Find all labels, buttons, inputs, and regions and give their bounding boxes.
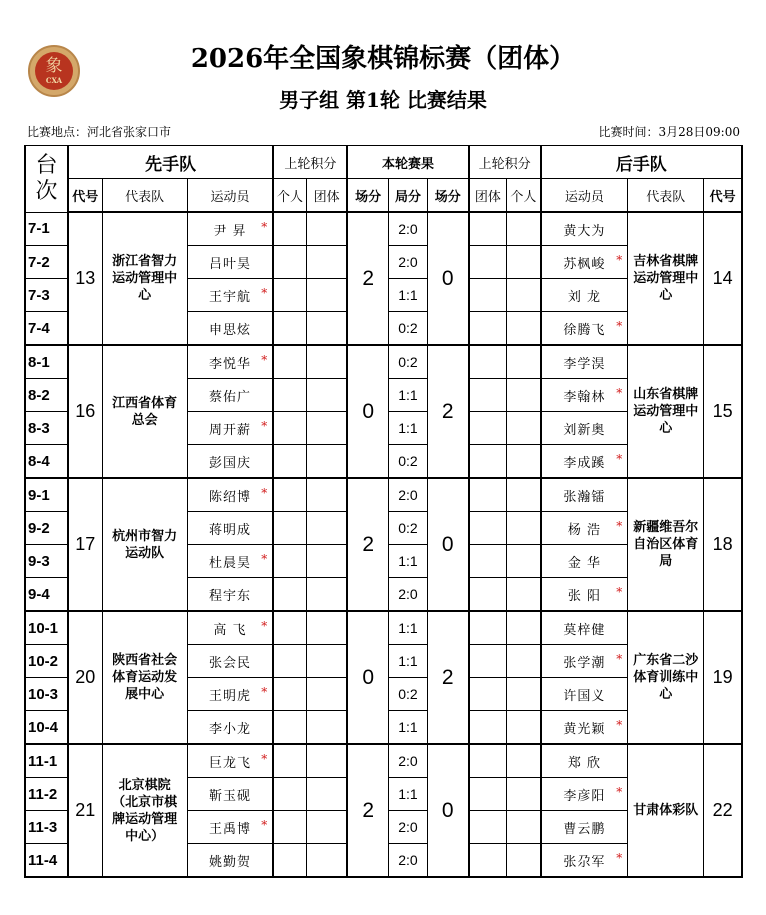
home-player-name: 陈绍博 bbox=[208, 489, 251, 505]
away-player bbox=[541, 711, 628, 745]
board-row bbox=[25, 611, 742, 645]
board-row bbox=[25, 478, 742, 512]
game-score: 1:1 bbox=[388, 711, 427, 745]
star-marker: * bbox=[261, 220, 269, 234]
home-player bbox=[187, 744, 273, 778]
board-number: 8-1 bbox=[25, 345, 68, 379]
away-player-name: 金 华 bbox=[567, 555, 601, 571]
home-player-name: 王宇航 bbox=[208, 289, 251, 305]
away-team-code: 15 bbox=[704, 345, 742, 478]
home-individual-points bbox=[273, 611, 306, 645]
board-number: 11-4 bbox=[25, 844, 68, 878]
home-player bbox=[187, 478, 273, 512]
board-number: 9-4 bbox=[25, 578, 68, 612]
home-player bbox=[187, 811, 273, 844]
star-marker: * bbox=[261, 419, 269, 433]
home-individual-points bbox=[273, 345, 306, 379]
home-group-points bbox=[306, 844, 347, 878]
away-player-name: 刘 龙 bbox=[567, 289, 601, 305]
home-individual-points bbox=[273, 778, 306, 811]
home-team-name: 浙江省智力运动管理中心 bbox=[102, 212, 187, 345]
home-player bbox=[187, 212, 273, 246]
home-group-points bbox=[306, 645, 347, 678]
home-match-score: 0 bbox=[347, 345, 388, 478]
away-group-points bbox=[469, 279, 507, 312]
away-player-name: 张尕军 bbox=[563, 854, 606, 870]
board-number: 8-2 bbox=[25, 379, 68, 412]
home-group-points bbox=[306, 445, 347, 479]
away-team-name: 吉林省棋牌运动管理中心 bbox=[628, 212, 704, 345]
logo-text: CXA bbox=[45, 76, 63, 85]
home-group-points bbox=[306, 711, 347, 745]
star-marker: * bbox=[261, 619, 269, 633]
time-text: 比赛时间：3月28日09:00 bbox=[598, 125, 740, 139]
home-group-points bbox=[306, 578, 347, 612]
away-individual-points bbox=[507, 246, 541, 279]
star-marker: * bbox=[616, 585, 624, 599]
away-group-points bbox=[469, 744, 507, 778]
star-marker: * bbox=[616, 386, 624, 400]
star-marker: * bbox=[261, 752, 269, 766]
away-player bbox=[541, 778, 628, 811]
away-group-points bbox=[469, 412, 507, 445]
star-marker: * bbox=[616, 718, 624, 732]
away-player-name: 郑 欣 bbox=[567, 755, 601, 771]
away-player bbox=[541, 545, 628, 578]
home-match-score: 0 bbox=[347, 611, 388, 744]
away-match-score: 0 bbox=[427, 212, 468, 345]
home-team-code: 20 bbox=[68, 611, 102, 744]
board-number: 7-3 bbox=[25, 279, 68, 312]
away-group-points bbox=[469, 578, 507, 612]
away-player-name: 李彦阳 bbox=[563, 788, 606, 804]
star-marker: * bbox=[616, 452, 624, 466]
board-number: 7-2 bbox=[25, 246, 68, 279]
away-individual-points bbox=[507, 645, 541, 678]
away-group-points bbox=[469, 811, 507, 844]
home-match-score: 2 bbox=[347, 212, 388, 345]
this-round-header: 本轮赛果 bbox=[347, 146, 468, 179]
away-match-score: 0 bbox=[427, 744, 468, 877]
away-team-name: 甘肃体彩队 bbox=[628, 744, 704, 877]
away-player bbox=[541, 279, 628, 312]
game-score: 2:0 bbox=[388, 744, 427, 778]
board-header-top: 台 bbox=[35, 152, 58, 178]
home-group-points bbox=[306, 478, 347, 512]
away-individual-points bbox=[507, 811, 541, 844]
away-team-name: 山东省棋牌运动管理中心 bbox=[628, 345, 704, 478]
home-group-points bbox=[306, 379, 347, 412]
away-team-code: 14 bbox=[704, 212, 742, 345]
away-player-name: 莫梓健 bbox=[563, 622, 606, 638]
home-player bbox=[187, 778, 273, 811]
away-player-name: 张学潮 bbox=[563, 655, 606, 671]
away-player-name: 刘新奥 bbox=[563, 422, 606, 438]
header-row-2 bbox=[25, 179, 742, 213]
away-team-code: 22 bbox=[704, 744, 742, 877]
away-individual-points bbox=[507, 545, 541, 578]
away-player-name: 张 阳 bbox=[567, 588, 601, 604]
away-individual-points bbox=[507, 744, 541, 778]
board-number: 8-4 bbox=[25, 445, 68, 479]
board-number: 8-3 bbox=[25, 412, 68, 445]
board-number: 10-3 bbox=[25, 678, 68, 711]
home-individual-points bbox=[273, 844, 306, 878]
home-group-points bbox=[306, 212, 347, 246]
home-player-name: 姚勤贺 bbox=[208, 854, 251, 870]
star-marker: * bbox=[616, 851, 624, 865]
star-marker: * bbox=[261, 818, 269, 832]
home-group-points bbox=[306, 611, 347, 645]
home-individual-points bbox=[273, 545, 306, 578]
away-player-header: 运动员 bbox=[541, 179, 628, 213]
star-marker: * bbox=[616, 319, 624, 333]
game-score: 0:2 bbox=[388, 512, 427, 545]
home-individual-points bbox=[273, 811, 306, 844]
home-player bbox=[187, 678, 273, 711]
away-player bbox=[541, 445, 628, 479]
away-group-points bbox=[469, 379, 507, 412]
star-marker: * bbox=[261, 552, 269, 566]
away-group-points bbox=[469, 611, 507, 645]
away-player-name: 许国义 bbox=[563, 688, 606, 704]
home-player bbox=[187, 279, 273, 312]
away-group-points bbox=[469, 478, 507, 512]
away-individual-points bbox=[507, 844, 541, 878]
away-individual-points bbox=[507, 678, 541, 711]
home-player bbox=[187, 611, 273, 645]
away-group-points bbox=[469, 844, 507, 878]
away-player bbox=[541, 678, 628, 711]
away-player-name: 苏枫峻 bbox=[563, 256, 606, 272]
away-team-name: 新疆维吾尔自治区体育局 bbox=[628, 478, 704, 611]
home-player-name: 靳玉砚 bbox=[208, 788, 251, 804]
away-individual-points bbox=[507, 611, 541, 645]
away-player-name: 李翰林 bbox=[563, 389, 606, 405]
home-player-name: 尹 昇 bbox=[213, 223, 247, 239]
game-score-header: 局分 bbox=[388, 179, 427, 213]
board-number: 9-3 bbox=[25, 545, 68, 578]
home-player bbox=[187, 578, 273, 612]
star-marker: * bbox=[616, 785, 624, 799]
home-player bbox=[187, 645, 273, 678]
home-player-name: 王禹博 bbox=[208, 821, 251, 837]
home-player-name: 蒋明成 bbox=[208, 522, 251, 538]
first-team-header: 先手队 bbox=[68, 146, 273, 179]
home-team-name: 陕西省社会体育运动发展中心 bbox=[102, 611, 187, 744]
away-player bbox=[541, 379, 628, 412]
away-group-points bbox=[469, 312, 507, 346]
home-player bbox=[187, 345, 273, 379]
home-group-points bbox=[306, 279, 347, 312]
home-player-name: 程宇东 bbox=[208, 588, 251, 604]
away-individual-points bbox=[507, 312, 541, 346]
home-individual-points bbox=[273, 512, 306, 545]
game-score: 2:0 bbox=[388, 811, 427, 844]
home-player bbox=[187, 379, 273, 412]
home-group-header: 团体 bbox=[306, 179, 347, 213]
board-number: 9-1 bbox=[25, 478, 68, 512]
away-group-points bbox=[469, 711, 507, 745]
away-player bbox=[541, 412, 628, 445]
home-player bbox=[187, 545, 273, 578]
home-group-points bbox=[306, 778, 347, 811]
star-marker: * bbox=[261, 685, 269, 699]
home-group-points bbox=[306, 811, 347, 844]
home-group-points bbox=[306, 545, 347, 578]
home-match-score: 2 bbox=[347, 478, 388, 611]
home-individual-points bbox=[273, 212, 306, 246]
board-number: 9-2 bbox=[25, 512, 68, 545]
home-individual-points bbox=[273, 312, 306, 346]
away-player bbox=[541, 578, 628, 612]
away-player-name: 黄光颖 bbox=[563, 721, 606, 737]
home-team-code: 21 bbox=[68, 744, 102, 877]
away-player-name: 杨 浩 bbox=[567, 522, 601, 538]
home-match-score-header: 场分 bbox=[347, 179, 388, 213]
home-team-header: 代表队 bbox=[102, 179, 187, 213]
home-player bbox=[187, 711, 273, 745]
home-code-header: 代号 bbox=[68, 179, 102, 213]
away-player-name: 李学淏 bbox=[563, 356, 606, 372]
away-match-score: 2 bbox=[427, 611, 468, 744]
away-team-code: 18 bbox=[704, 478, 742, 611]
home-individual-points bbox=[273, 744, 306, 778]
home-prev-points-header: 上轮积分 bbox=[273, 146, 347, 179]
away-individual-points bbox=[507, 279, 541, 312]
second-team-header: 后手队 bbox=[541, 146, 742, 179]
away-player bbox=[541, 246, 628, 279]
away-group-points bbox=[469, 246, 507, 279]
away-individual-points bbox=[507, 379, 541, 412]
away-player bbox=[541, 844, 628, 878]
home-group-points bbox=[306, 512, 347, 545]
away-player bbox=[541, 212, 628, 246]
board-number: 7-4 bbox=[25, 312, 68, 346]
page-subtitle: 男子组 第1轮 比赛结果 bbox=[279, 88, 487, 112]
away-team-code: 19 bbox=[704, 611, 742, 744]
home-player bbox=[187, 246, 273, 279]
home-player-name: 彭国庆 bbox=[208, 455, 251, 471]
away-match-score: 0 bbox=[427, 478, 468, 611]
board-header-bottom: 次 bbox=[35, 178, 58, 204]
home-individual-header: 个人 bbox=[273, 179, 306, 213]
away-player-name: 徐腾飞 bbox=[563, 322, 606, 338]
home-player-header: 运动员 bbox=[187, 179, 273, 213]
home-team-code: 17 bbox=[68, 478, 102, 611]
home-team-code: 13 bbox=[68, 212, 102, 345]
game-score: 0:2 bbox=[388, 345, 427, 379]
home-player-name: 吕叶昊 bbox=[208, 256, 251, 272]
away-player bbox=[541, 345, 628, 379]
away-group-points bbox=[469, 345, 507, 379]
home-individual-points bbox=[273, 478, 306, 512]
away-individual-header: 个人 bbox=[507, 179, 541, 213]
game-score: 2:0 bbox=[388, 844, 427, 878]
home-group-points bbox=[306, 678, 347, 711]
game-score: 1:1 bbox=[388, 279, 427, 312]
home-individual-points bbox=[273, 412, 306, 445]
home-player-name: 王明虎 bbox=[208, 688, 251, 704]
home-individual-points bbox=[273, 678, 306, 711]
board-number: 11-2 bbox=[25, 778, 68, 811]
away-match-score: 2 bbox=[427, 345, 468, 478]
game-score: 1:1 bbox=[388, 545, 427, 578]
home-group-points bbox=[306, 312, 347, 346]
star-marker: * bbox=[616, 652, 624, 666]
board-row bbox=[25, 345, 742, 379]
star-marker: * bbox=[616, 519, 624, 533]
game-score: 1:1 bbox=[388, 412, 427, 445]
away-individual-points bbox=[507, 478, 541, 512]
away-prev-points-header: 上轮积分 bbox=[469, 146, 541, 179]
board-number: 11-1 bbox=[25, 744, 68, 778]
away-group-points bbox=[469, 212, 507, 246]
game-score: 0:2 bbox=[388, 312, 427, 346]
home-player bbox=[187, 412, 273, 445]
away-group-points bbox=[469, 445, 507, 479]
away-player bbox=[541, 645, 628, 678]
home-player-name: 申思炫 bbox=[208, 322, 251, 338]
board-number: 7-1 bbox=[25, 212, 68, 246]
away-player bbox=[541, 744, 628, 778]
home-individual-points bbox=[273, 711, 306, 745]
home-player-name: 蔡佑广 bbox=[208, 389, 251, 405]
away-player bbox=[541, 312, 628, 346]
home-player bbox=[187, 445, 273, 479]
away-individual-points bbox=[507, 212, 541, 246]
game-score: 0:2 bbox=[388, 445, 427, 479]
header-row-1 bbox=[25, 146, 742, 179]
away-group-points bbox=[469, 778, 507, 811]
home-player-name: 周开薪 bbox=[208, 422, 251, 438]
home-individual-points bbox=[273, 279, 306, 312]
home-team-name: 江西省体育总会 bbox=[102, 345, 187, 478]
away-group-points bbox=[469, 645, 507, 678]
star-marker: * bbox=[616, 253, 624, 267]
venue-text: 比赛地点：河北省张家口市 bbox=[27, 125, 172, 139]
home-group-points bbox=[306, 744, 347, 778]
home-player-name: 巨龙飞 bbox=[208, 755, 251, 771]
away-team-header: 代表队 bbox=[628, 179, 704, 213]
board-number: 10-1 bbox=[25, 611, 68, 645]
home-player-name: 李小龙 bbox=[208, 721, 251, 737]
game-score: 0:2 bbox=[388, 678, 427, 711]
home-individual-points bbox=[273, 578, 306, 612]
home-individual-points bbox=[273, 246, 306, 279]
away-individual-points bbox=[507, 512, 541, 545]
board-header bbox=[25, 146, 68, 213]
away-player bbox=[541, 478, 628, 512]
home-team-name: 北京棋院（北京市棋牌运动管理中心） bbox=[102, 744, 187, 877]
away-individual-points bbox=[507, 711, 541, 745]
home-team-code: 16 bbox=[68, 345, 102, 478]
home-individual-points bbox=[273, 645, 306, 678]
away-individual-points bbox=[507, 412, 541, 445]
away-group-points bbox=[469, 678, 507, 711]
home-player-name: 张会民 bbox=[208, 655, 251, 671]
away-player bbox=[541, 611, 628, 645]
home-player bbox=[187, 844, 273, 878]
home-player bbox=[187, 312, 273, 346]
away-individual-points bbox=[507, 345, 541, 379]
away-player bbox=[541, 512, 628, 545]
home-player-name: 杜晨昊 bbox=[208, 555, 251, 571]
away-group-points bbox=[469, 545, 507, 578]
home-team-name: 杭州市智力运动队 bbox=[102, 478, 187, 611]
results-table bbox=[24, 145, 743, 878]
away-code-header: 代号 bbox=[704, 179, 742, 213]
star-marker: * bbox=[261, 486, 269, 500]
board-number: 10-2 bbox=[25, 645, 68, 678]
board-number: 10-4 bbox=[25, 711, 68, 745]
game-score: 1:1 bbox=[388, 778, 427, 811]
game-score: 2:0 bbox=[388, 212, 427, 246]
away-player-name: 黄大为 bbox=[563, 223, 606, 239]
home-player bbox=[187, 512, 273, 545]
game-score: 2:0 bbox=[388, 578, 427, 612]
away-individual-points bbox=[507, 578, 541, 612]
page-title: 2026年全国象棋锦标赛（团体） bbox=[190, 44, 576, 74]
star-marker: * bbox=[261, 286, 269, 300]
home-group-points bbox=[306, 246, 347, 279]
away-individual-points bbox=[507, 778, 541, 811]
home-match-score: 2 bbox=[347, 744, 388, 877]
home-group-points bbox=[306, 345, 347, 379]
game-score: 1:1 bbox=[388, 611, 427, 645]
home-player-name: 高 飞 bbox=[213, 622, 247, 638]
game-score: 1:1 bbox=[388, 379, 427, 412]
away-player-name: 曹云鹏 bbox=[563, 821, 606, 837]
away-player-name: 李成蹊 bbox=[563, 455, 606, 471]
star-marker: * bbox=[261, 353, 269, 367]
home-player-name: 李悦华 bbox=[208, 356, 251, 372]
away-team-name: 广东省二沙体育训练中心 bbox=[628, 611, 704, 744]
board-row bbox=[25, 744, 742, 778]
board-row bbox=[25, 212, 742, 246]
game-score: 2:0 bbox=[388, 246, 427, 279]
home-individual-points bbox=[273, 445, 306, 479]
away-player bbox=[541, 811, 628, 844]
away-individual-points bbox=[507, 445, 541, 479]
game-score: 2:0 bbox=[388, 478, 427, 512]
away-player-name: 张瀚镭 bbox=[563, 489, 606, 505]
home-group-points bbox=[306, 412, 347, 445]
home-individual-points bbox=[273, 379, 306, 412]
away-match-score-header: 场分 bbox=[427, 179, 468, 213]
away-group-points bbox=[469, 512, 507, 545]
board-number: 11-3 bbox=[25, 811, 68, 844]
away-group-header: 团体 bbox=[469, 179, 507, 213]
logo-char: 象 bbox=[45, 56, 63, 76]
game-score: 1:1 bbox=[388, 645, 427, 678]
